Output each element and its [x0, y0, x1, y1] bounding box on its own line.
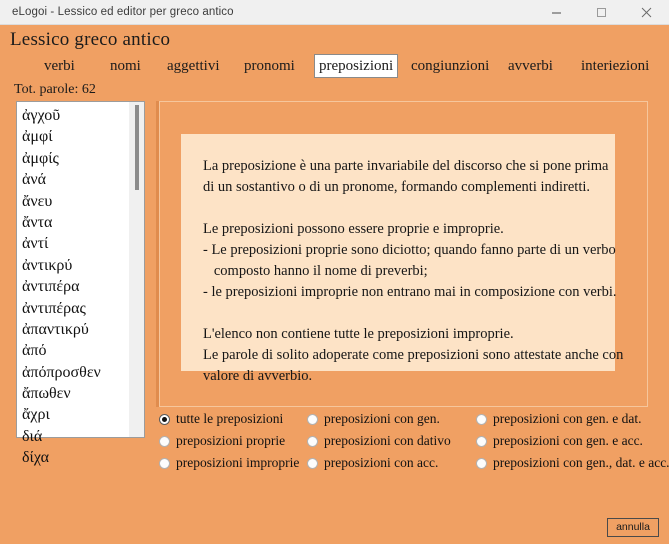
radio-preposizioni-proprie[interactable] [159, 433, 285, 449]
close-icon[interactable] [624, 0, 669, 24]
description-line: L'elenco non contiene tutte le preposizioni improprie. [203, 326, 514, 342]
list-item[interactable]: ἄνευ [22, 192, 53, 210]
radio-button-icon[interactable] [159, 458, 170, 469]
description-line: di un sostantivo o di un pronome, formando complementi indiretti. [203, 179, 591, 195]
total-words-label: Tot. parole: 62 [14, 82, 96, 97]
radio-preposizioni-con-dativo[interactable] [307, 433, 451, 449]
tab-bar [0, 55, 669, 81]
list-item[interactable]: ἀντιπέρα [22, 278, 80, 296]
radio-button-icon[interactable] [476, 436, 487, 447]
radio-preposizioni-con-acc[interactable] [307, 455, 438, 471]
list-item[interactable]: ἀντί [22, 235, 49, 253]
radio-label: preposizioni con dativo [324, 433, 451, 448]
maximize-icon[interactable] [579, 0, 624, 24]
tab-nomi[interactable]: nomi [110, 58, 141, 74]
radio-button-icon[interactable] [476, 458, 487, 469]
radio-button-icon[interactable] [476, 414, 487, 425]
tab-congiunzioni[interactable]: congiunzioni [411, 58, 490, 74]
description-box [181, 134, 624, 384]
tab-interiezioni[interactable]: interiezioni [581, 58, 650, 74]
radio-label: tutte le preposizioni [176, 411, 284, 426]
radio-preposizioni-con-gen-e-acc[interactable] [476, 433, 643, 449]
description-line [203, 303, 595, 324]
radio-button-icon[interactable] [307, 414, 318, 425]
description-line: Le parole di solito adoperate come preposizioni sono attestate anche con [203, 347, 624, 363]
radio-button-icon[interactable] [307, 458, 318, 469]
list-item[interactable]: ἀπαντικρύ [22, 320, 89, 338]
title-bar [0, 0, 669, 25]
radio-tutte-le-preposizioni[interactable] [159, 411, 283, 427]
list-item[interactable]: ἀγχοῦ [22, 107, 61, 124]
radio-label: preposizioni proprie [176, 433, 286, 448]
radio-label: preposizioni con gen., dat. e acc. [493, 455, 670, 470]
list-item[interactable]: διά [22, 427, 43, 445]
description-line [203, 198, 595, 219]
radio-preposizioni-con-gen-dat-e-acc[interactable] [476, 455, 670, 471]
radio-label: preposizioni improprie [176, 455, 300, 470]
tab-aggettivi[interactable]: aggettivi [167, 58, 220, 74]
description-line: composto hanno il nome di preverbi; [203, 263, 428, 279]
list-item[interactable]: ἀντικρύ [22, 256, 73, 274]
description-line: - Le preposizioni proprie sono diciotto; quando fanno parte di un verbo [203, 242, 616, 258]
list-item[interactable]: ἄπωθεν [22, 385, 71, 403]
radio-label: preposizioni con acc. [324, 455, 439, 470]
radio-label: preposizioni con gen. e dat. [493, 411, 642, 426]
radio-preposizioni-con-gen[interactable] [307, 411, 440, 427]
description-line: - le preposizioni improprie non entrano mai in composizione con verbi. [203, 284, 617, 300]
tab-avverbi[interactable]: avverbi [508, 58, 553, 74]
tab-verbi[interactable]: verbi [44, 58, 75, 74]
list-item[interactable]: ἀπό [22, 342, 47, 360]
list-item[interactable]: ἀπόπροσθεν [22, 363, 101, 381]
content-panel [159, 101, 648, 407]
list-item[interactable]: ἀμφί [22, 128, 53, 146]
list-item[interactable]: ἀνά [22, 171, 46, 189]
cancel-button[interactable]: annulla [607, 518, 659, 537]
page-title: Lessico greco antico [10, 29, 171, 50]
window-title: eLogoi - Lessico ed editor per greco antico [12, 6, 234, 18]
description-line: La preposizione è una parte invariabile del discorso che si pone prima [203, 158, 609, 174]
list-item[interactable]: ἄντα [22, 213, 53, 231]
description-line: Le preposizioni possono essere proprie e improprie. [203, 221, 504, 237]
radio-preposizioni-improprie[interactable] [159, 455, 299, 471]
word-list-scrollbar[interactable] [128, 102, 144, 437]
minimize-icon[interactable] [534, 0, 579, 24]
list-item[interactable]: ἄχρι [22, 406, 50, 424]
list-item[interactable]: δίχα [22, 449, 49, 467]
radio-label: preposizioni con gen. [324, 411, 440, 426]
tab-preposizioni[interactable]: preposizioni [314, 54, 398, 78]
radio-button-icon[interactable] [159, 414, 170, 425]
word-list-items [17, 102, 129, 469]
list-item[interactable]: ἀμφίς [22, 149, 59, 167]
word-list[interactable] [16, 101, 145, 467]
description-line: valore di avverbio. [203, 368, 313, 384]
word-list-scroll-thumb[interactable] [135, 105, 139, 190]
radio-preposizioni-con-gen-e-dat[interactable] [476, 411, 641, 427]
list-item[interactable]: ἀντιπέρας [22, 299, 86, 317]
tab-pronomi[interactable]: pronomi [244, 58, 295, 74]
radio-button-icon[interactable] [159, 436, 170, 447]
radio-button-icon[interactable] [307, 436, 318, 447]
radio-label: preposizioni con gen. e acc. [493, 433, 643, 448]
